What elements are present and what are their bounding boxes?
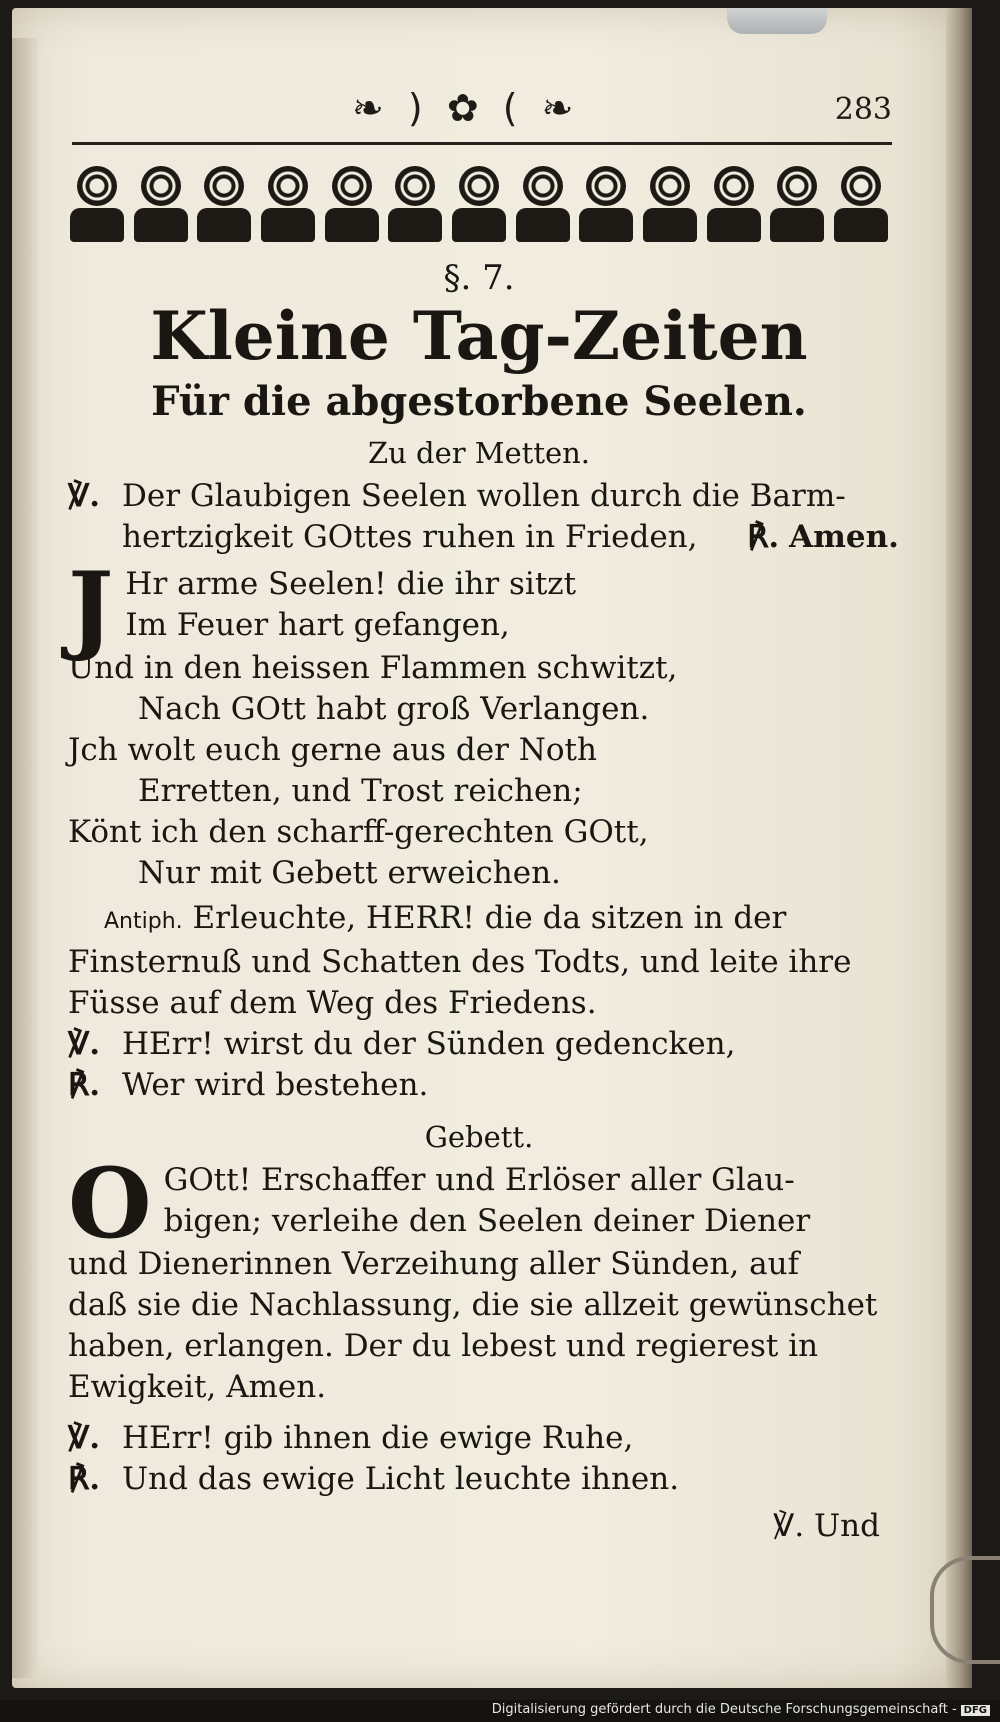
flower-ornament-icon [832,162,890,246]
flower-ornament-icon [259,162,317,246]
versicle-text: hertzigkeit GOttes ruhen in Frieden, [122,519,698,555]
prayer-line: Ewigkeit, Amen. [68,1369,327,1405]
prayer [68,1147,890,1408]
footer-credit [492,1702,990,1717]
flower-ornament-icon [386,162,444,246]
flower-ornament-icon [577,162,635,246]
prayer-line: GOtt! Erschaffer und Erlöser aller Glau- [163,1162,795,1198]
prayer-line: haben, erlangen. Der du lebest und regierest in [68,1328,819,1364]
hymn-line: Jch wolt euch gerne aus der Noth [68,732,597,768]
flower-ornament-icon [641,162,699,246]
antiphon-line: Füsse auf dem Weg des Friedens. [68,985,597,1021]
response-text: Und das ewige Licht leuchte ihnen. [122,1461,680,1497]
binding-ring [930,1556,1000,1664]
flower-ornament-icon [705,162,763,246]
drop-cap: J [68,551,114,664]
dfg-logo: DFG [961,1705,990,1716]
flower-ornament-icon [768,162,826,246]
response-sign: ℟. [68,1067,100,1103]
hymn-line: Könt ich den scharff-gerechten GOtt, [68,814,649,850]
versicle-line [68,1024,890,1065]
book-page [12,8,972,1688]
hymn-line: Erretten, und Trost reichen; [138,773,583,809]
catchword: ℣. Und [773,1508,880,1544]
versicle-text: HErr! gib ihnen die ewige Ruhe, [122,1420,634,1456]
versicle-sign: ℣. [68,1026,100,1062]
flower-ornament-icon [514,162,572,246]
drop-cap: O [68,1147,152,1260]
versicle-text: HErr! wirst du der Sünden gedencken, [122,1026,736,1062]
antiphon [68,898,890,1024]
flower-ornament-icon [195,162,253,246]
hymn-line: Hr arme Seelen! die ihr sitzt [125,566,577,602]
page-subtitle: Für die abgestorbene Seelen. [151,378,807,425]
hymn-line: Nach GOtt habt groß Verlangen. [138,691,650,727]
flower-ornament-icon [132,162,190,246]
header-ornament-icon: ❧ ) ✿ ( ❧ [352,86,580,130]
page-gutter [12,38,38,1678]
antiphon-text: Erleuchte, HERR! die da sitzen in der [192,900,787,936]
versicle-sign: ℣. [68,478,100,514]
antiphon-label: Antiph. [104,909,183,934]
prayer-line: und Dienerinnen Verzeihung aller Sünden, auf [68,1246,800,1282]
antiphon-line [68,898,890,942]
versicle-sign: ℣. [68,1420,100,1456]
flower-ornament-icon [450,162,508,246]
header-rule [72,142,892,145]
floral-border [68,158,890,250]
paper-clip [727,8,827,34]
prayer-line: daß sie die Nachlassung, die sie allzeit gewünschet [68,1287,878,1323]
antiphon-line: Finsternuß und Schatten des Todts, und leite ihre [68,944,852,980]
flower-ornament-icon [323,162,381,246]
versicle-text: Der Glaubigen Seelen wollen durch die Barm- [122,478,846,514]
footer-credit-text: Digitalisierung gefördert durch die Deutsche Forschungsgemeinschaft - [491,1702,957,1717]
page-title: Kleine Tag-Zeiten [150,297,808,375]
response-text: Wer wird bestehen. [122,1067,429,1103]
flower-ornament-icon [68,162,126,246]
response-text: Amen. [789,519,899,555]
response-line [68,1065,890,1106]
section-number: §. 7. [443,258,515,298]
hymn-line: Nur mit Gebett erweichen. [138,855,561,891]
hymn [68,551,890,894]
hour-heading: Zu der Metten. [367,436,591,470]
page-number: 283 [834,92,892,127]
response-line [68,1459,890,1500]
versicle-line [68,517,899,558]
hymn-line: Im Feuer hart gefangen, [125,607,510,643]
response-sign: ℟. [68,1461,100,1497]
page-header [72,86,892,146]
prayer-heading: Gebett. [424,1120,534,1154]
page-text [68,258,899,1547]
hymn-line: Und in den heissen Flammen schwitzt, [68,650,678,686]
page-edge [946,8,972,1688]
versicle-line [68,476,890,517]
prayer-line: bigen; verleihe den Seelen deiner Diener [163,1203,811,1239]
response-sign: ℟. [747,519,780,555]
versicle-line [68,1418,890,1459]
